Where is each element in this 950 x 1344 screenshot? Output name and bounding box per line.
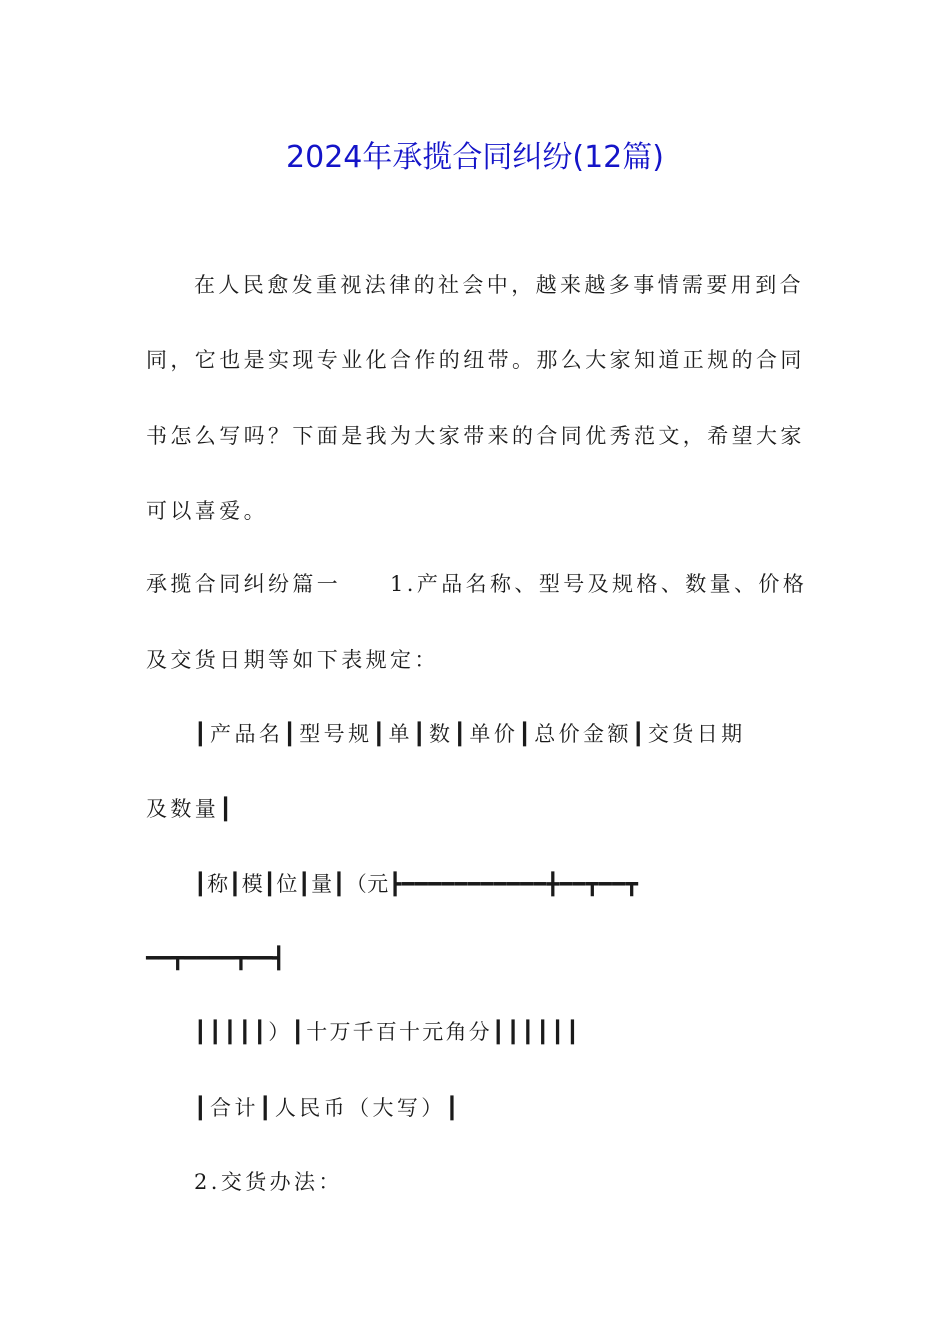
table-row-1b: 及数量┃ (146, 797, 236, 821)
section1-heading-line: 承揽合同纠纷篇一 1.产品名称、型号及规格、数量、价格 (146, 572, 808, 596)
table-row-total: ┃合计┃人民币（大写）┃ (194, 1096, 462, 1120)
table-row-2a: ┃称┃模┃位┃量┃（元┣━━━━━━━━━━━╋━━┳━━┳ (194, 872, 639, 896)
intro-line-1: 在人民愈发重视法律的社会中，越来越多事情需要用到合 (194, 273, 804, 297)
table-row-2b: ━━┳━━━━┳━━┫ (146, 946, 286, 970)
section1-line-2: 及交货日期等如下表规定： (146, 648, 439, 672)
intro-line-3: 书怎么写吗？下面是我为大家带来的合同优秀范文，希望大家 (146, 424, 805, 448)
intro-line-4: 可以喜爱。 (146, 499, 268, 523)
table-row-3: ┃┃┃┃┃）┃十万千百十元角分┃┃┃┃┃┃ (194, 1020, 581, 1044)
item-2-delivery-method: 2.交货办法： (194, 1170, 343, 1194)
table-row-1a: ┃产品名┃型号规┃单┃数┃单价┃总价金额┃交货日期 (194, 722, 746, 746)
intro-line-2: 同，它也是实现专业化合作的纽带。那么大家知道正规的合同 (146, 348, 805, 372)
document-title: 2024年承揽合同纠纷(12篇) (286, 140, 664, 175)
